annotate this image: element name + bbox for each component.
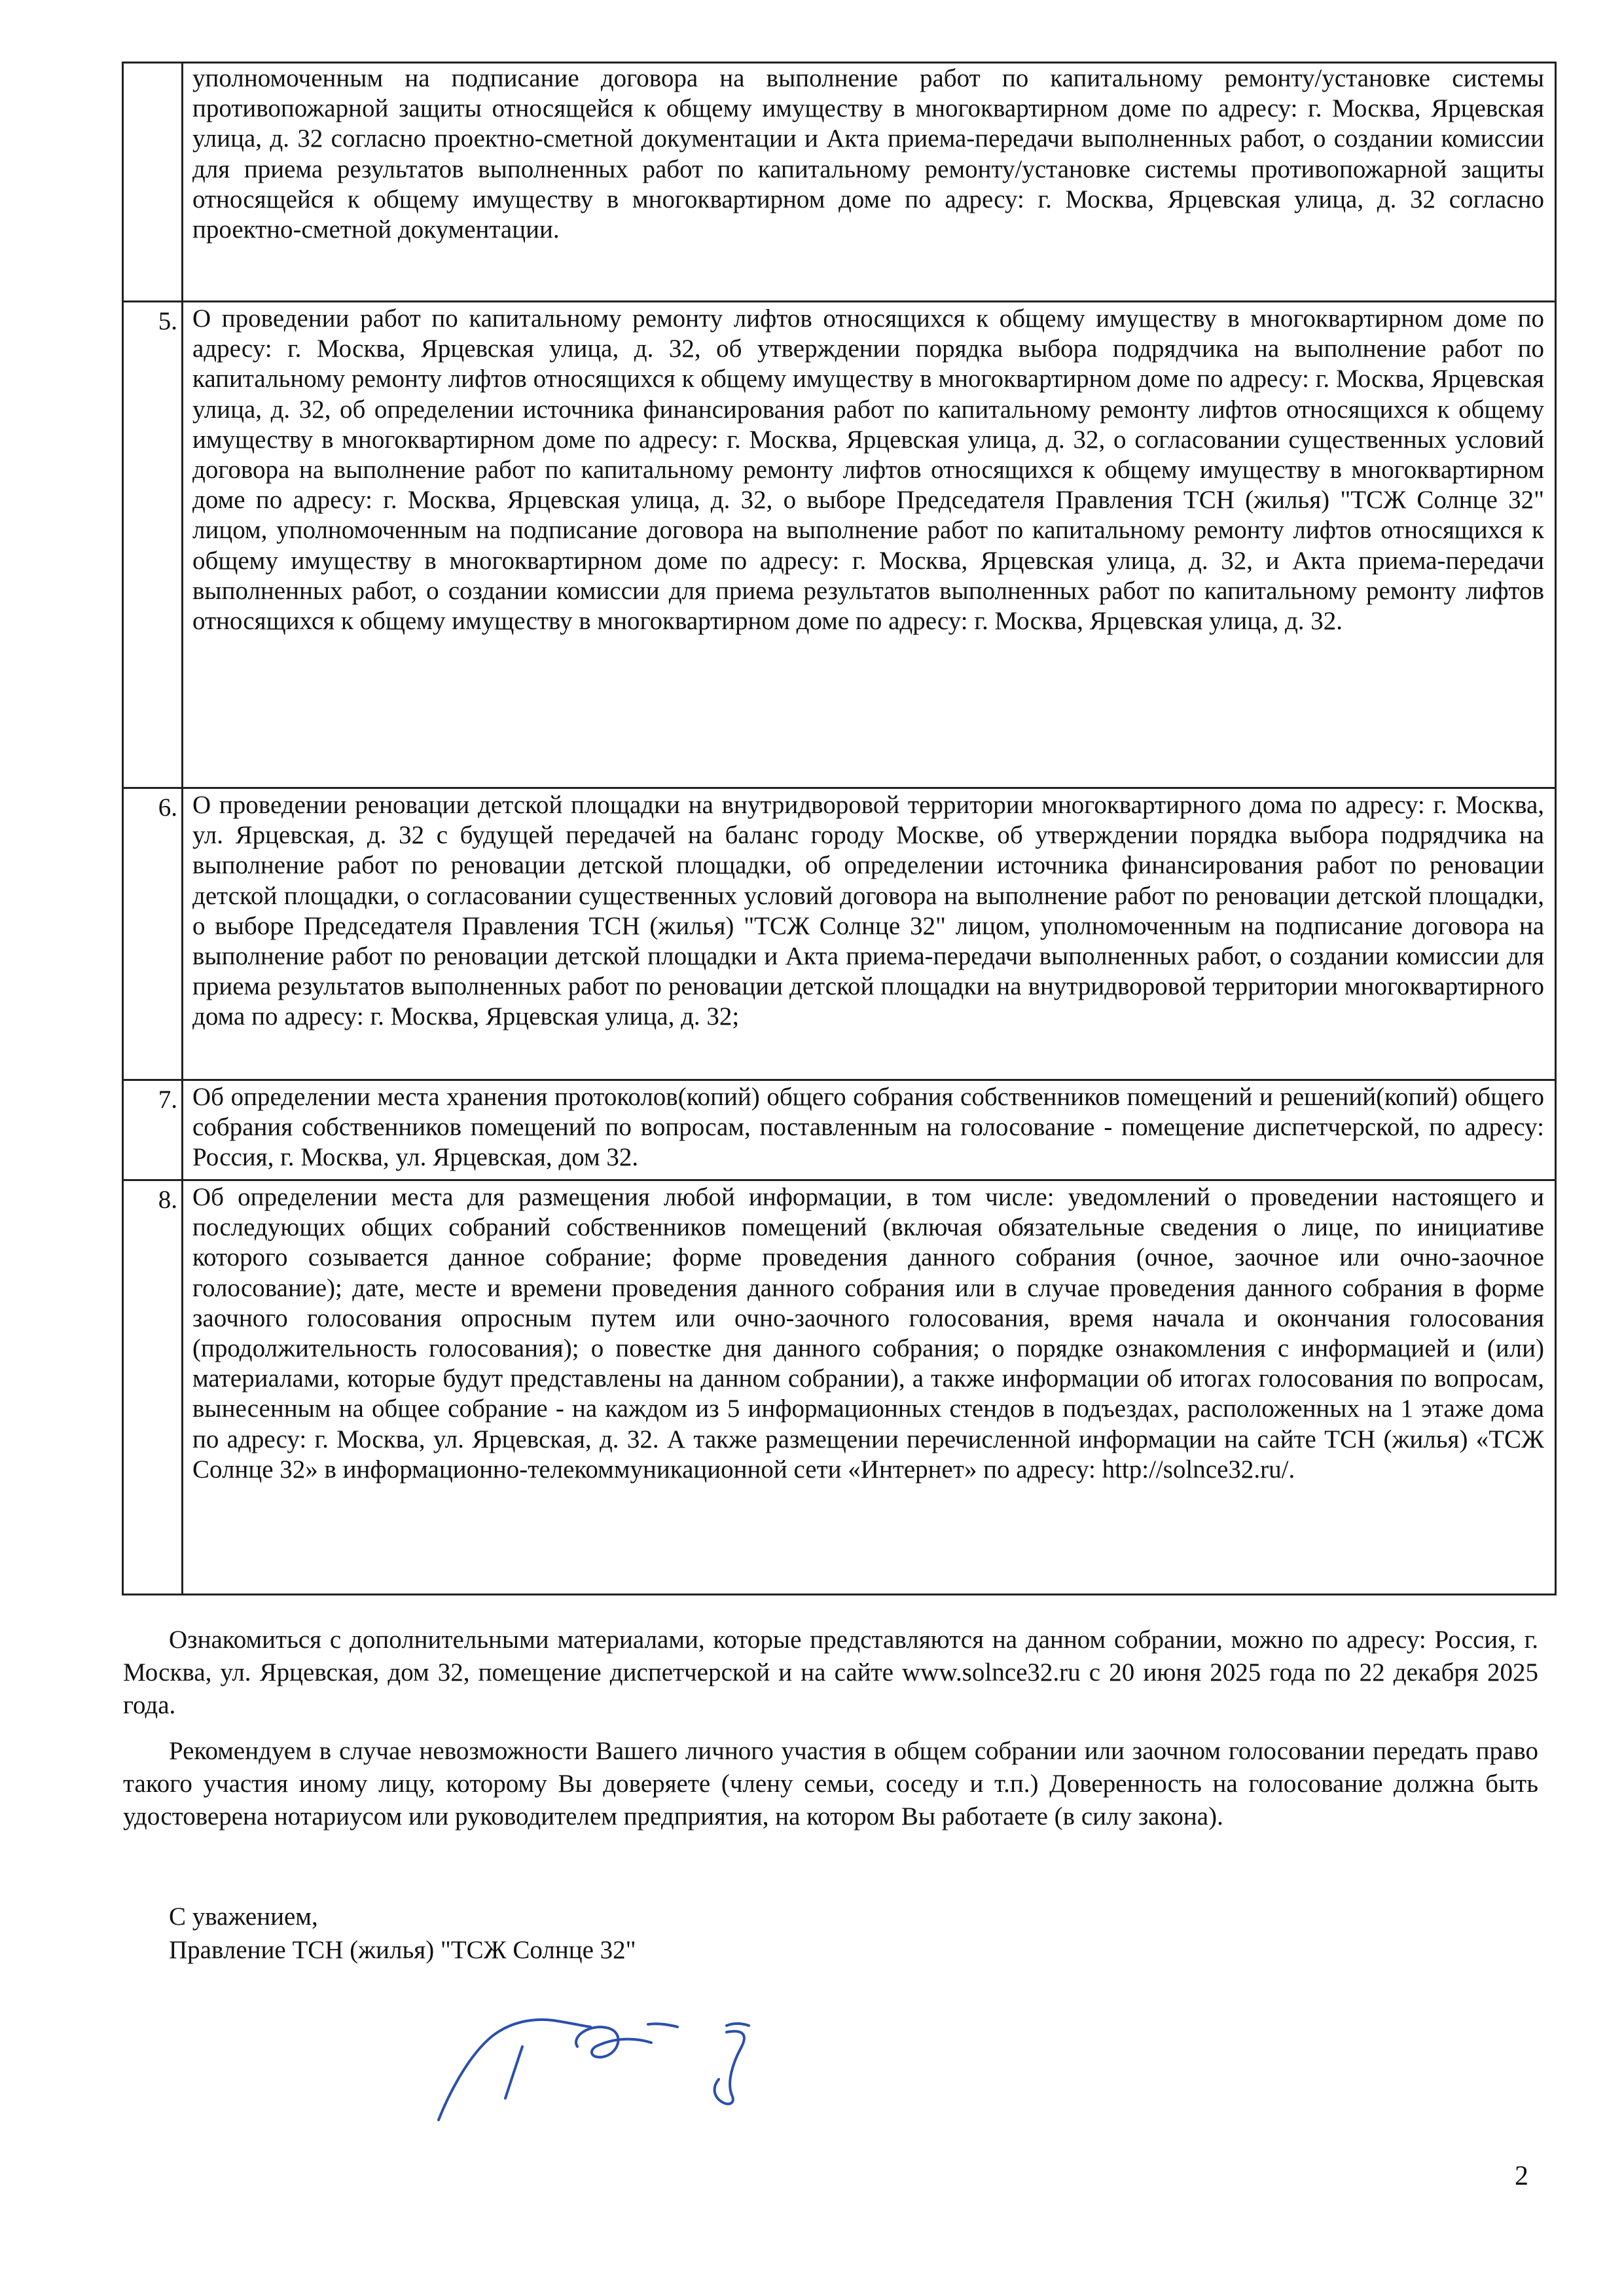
agenda-item-text: О проведении реновации детской площадки на внутридворовой территории многоквартирного дома по адресу: г. Москва, ул. Ярцевская, д. 32 с будущей передачей на баланс городу Москве, об утверждении порядка выбора подрядчика на выполнение работ по реновации детской площадки, об определении источника финансирования работ по реновации детской площадки, о согласовании существенных условий договора на выполнение работ по реновации детской площадки, о выборе Председателя Правления ТСН (жилья) "ТСЖ Солнце 32" лицом, уполномоченным на подписание договора на выполнение работ по реновации детской площадки и Акта приема-передачи выполненных работ, о создании комиссии для приема результатов выполненных работ по реновации детской площадки на внутридворовой территории многоквартирного дома по адресу: г. Москва, Ярцевская улица, д. 32; — [183, 788, 1556, 1080]
agenda-item-text: Об определении места для размещения любой информации, в том числе: уведомлений о проведении настоящего и последующих общих собраний собственников помещений (включая обязательные сведения о лице, по инициативе которого созывается данное собрание; форме проведения данного собрания (очное, заочное или очно-заочное голосование); дате, месте и времени проведения данного собрания или в случае проведения данного собрания в форме заочного голосования опросным путем или очно-заочного голосования, время начала и окончания голосования (продолжительность голосования); о повестке дня данного собрания; о порядке ознакомления с информацией и (или) материалами, которые будут представлены на данном собрании), а также информации об итогах голосования по вопросам, вынесенным на общее собрание - на каждом из 5 информационных стендов в подъездах, расположенных на 1 этаже дома по адресу: г. Москва, ул. Ярцевская, д. 32. А также размещении перечисленной информации на сайте ТСН (жилья) «ТСЖ Солнце 32» в информационно-телекоммуникационной сети «Интернет» по адресу: http://solnce32.ru/. — [183, 1180, 1556, 1595]
agenda-item-number: 7. — [123, 1080, 183, 1180]
agenda-row — [123, 302, 1556, 788]
agenda-item-number: 8. — [123, 1180, 183, 1595]
agenda-item-text: О проведении работ по капитальному ремонту лифтов относящихся к общему имуществу в многоквартирном доме по адресу: г. Москва, Ярцевская улица, д. 32, об утверждении порядка выбора подрядчика на выполнение работ по капитальному ремонту лифтов относящихся к общему имуществу в многоквартирном доме по адресу: г. Москва, Ярцевская улица, д. 32, об определении источника финансирования работ по капитальному ремонту лифтов относящихся к общему имуществу в многоквартирном доме по адресу: г. Москва, Ярцевская улица, д. 32, о согласовании существенных условий договора на выполнение работ по капитальному ремонту лифтов относящихся к общему имуществу в многоквартирном доме по адресу: г. Москва, Ярцевская улица, д. 32, о выборе Председателя Правления ТСН (жилья) "ТСЖ Солнце 32" лицом, уполномоченным на подписание договора на выполнение работ по капитальному ремонту лифтов относящихся к общему имуществу в многоквартирном доме по адресу: г. Москва, Ярцевская улица, д. 32, и Акта приема-передачи выполненных работ, о создании комиссии для приема результатов выполненных работ по капитальному ремонту лифтов относящихся к общему имуществу в многоквартирном доме по адресу: г. Москва, Ярцевская улица, д. 32. — [183, 302, 1556, 788]
closing-signatory: Правление ТСН (жилья) "ТСЖ Солнце 32" — [169, 1936, 636, 1964]
agenda-item-text: уполномоченным на подписание договора на выполнение работ по капитальному ремонту/установке системы противопожарной защиты относящейся к общему имуществу в многоквартирном доме по адресу: г. Москва, Ярцевская улица, д. 32 согласно проектно-сметной документации и Акта приема-передачи выполненных работ, о создании комиссии для приема результатов выполненных работ по капитальному ремонту/установке системы противопожарной защиты относящейся к общему имуществу в многоквартирном доме по адресу: г. Москва, Ярцевская улица, д. 32 согласно проектно-сметной документации. — [183, 63, 1556, 302]
materials-notice: Ознакомиться с дополнительными материалами, которые представляются на данном собрании, можно по адресу: Россия, г. Москва, ул. Ярцевская, дом 32, помещение диспетчерской и на сайте www.solnce32.ru с 20 июня 2025 года по 22 декабря 2025 года. — [123, 1626, 1538, 1719]
agenda-row-continuation — [123, 63, 1556, 302]
closing-block — [169, 1900, 636, 1967]
agenda-item-number: 6. — [123, 788, 183, 1080]
agenda-table — [122, 62, 1557, 1595]
agenda-item-number: 5. — [123, 302, 183, 788]
handwritten-signature — [419, 1984, 785, 2134]
agenda-row — [123, 788, 1556, 1080]
closing-salutation: С уважением, — [169, 1903, 318, 1931]
page-number: 2 — [1515, 2161, 1528, 2191]
agenda-row — [123, 1180, 1556, 1595]
agenda-item-number — [123, 63, 183, 302]
proxy-recommendation: Рекомендуем в случае невозможности Вашего личного участия в общем собрании или заочном голосовании передать право такого участия иному лицу, которому Вы доверяете (члену семьи, соседу и т.п.) Доверенность на голосование должна быть удостоверена нотариусом или руководителем предприятия, на котором Вы работаете (в силу закона). — [123, 1737, 1538, 1831]
agenda-item-text: Об определении места хранения протоколов(копий) общего собрания собственников помещений и решений(копий) общего собрания собственников помещений по вопросам, поставленным на голосование - помещение диспетчерской, по адресу: Россия, г. Москва, ул. Ярцевская, дом 32. — [183, 1080, 1556, 1180]
agenda-row — [123, 1080, 1556, 1180]
